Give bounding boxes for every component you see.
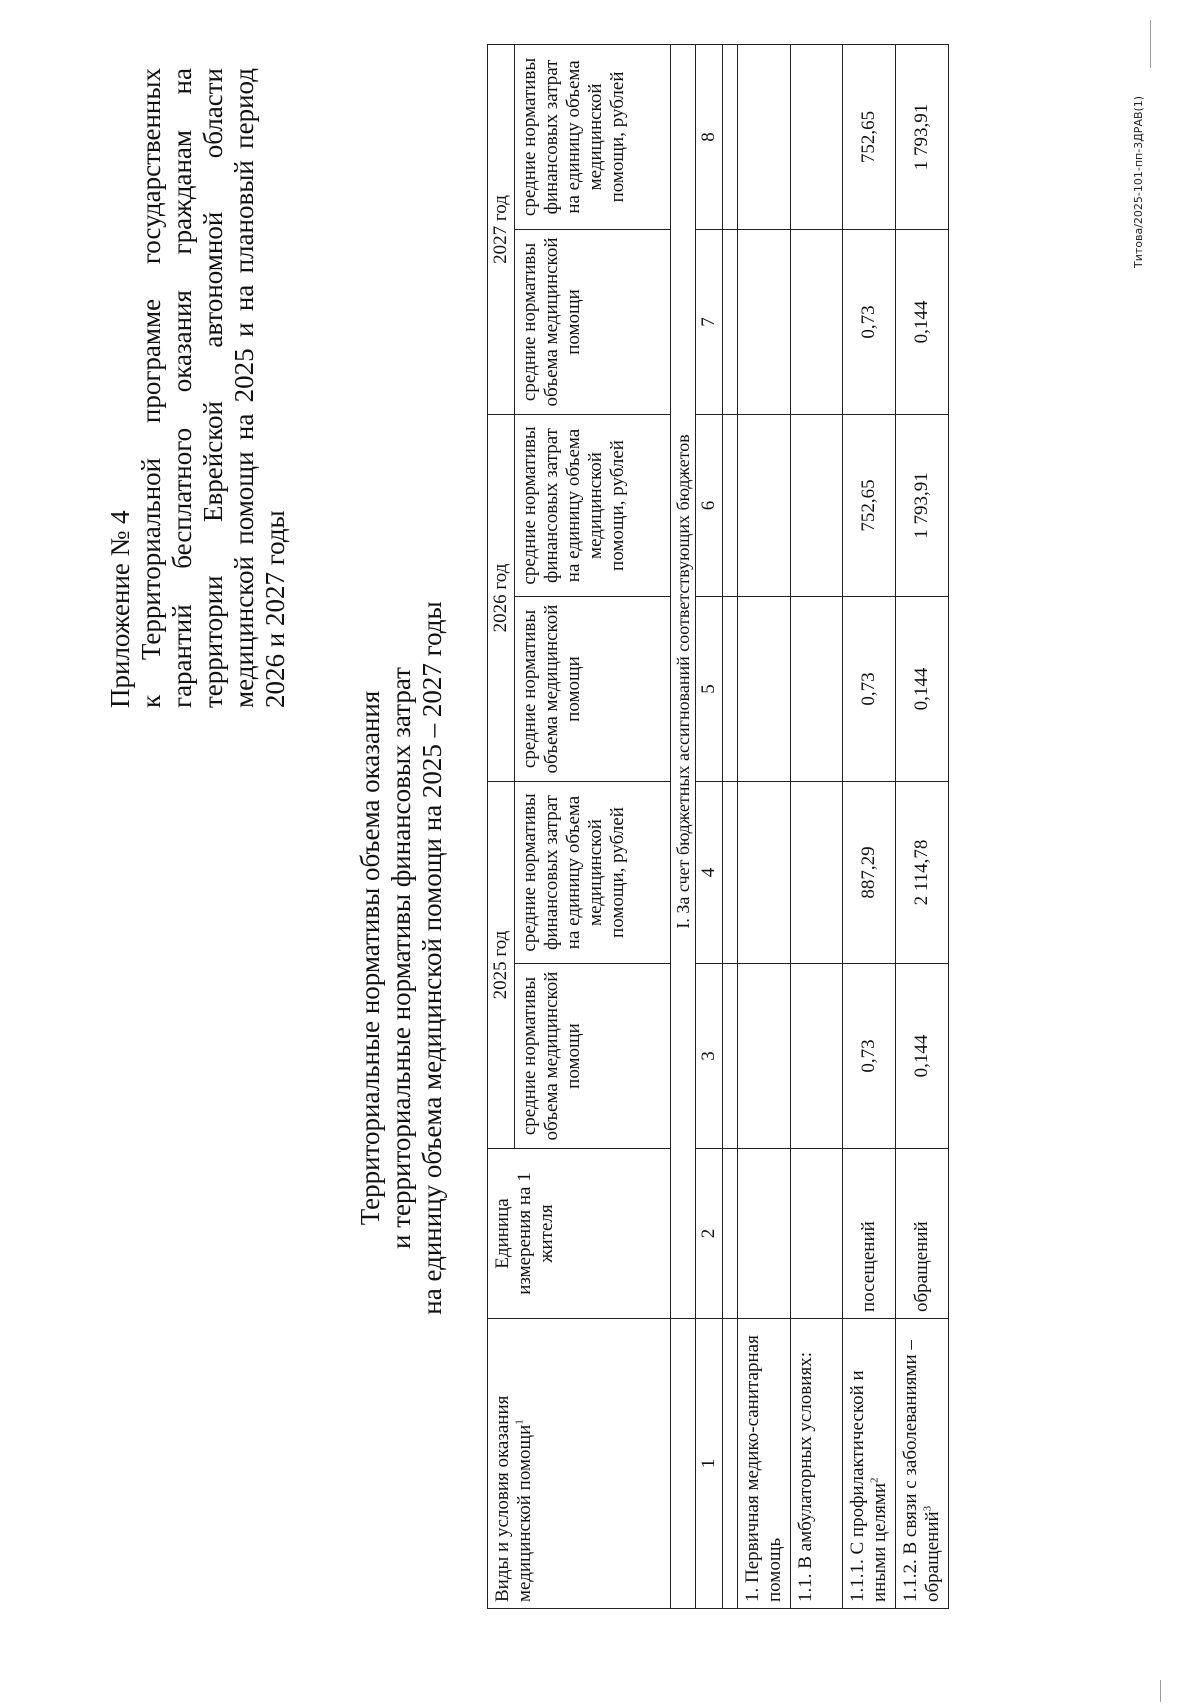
volume-header-2025: средние нормативы объема медицинской помощи [515,964,671,1149]
volume-2027 [738,229,791,414]
volume-2027 [791,229,843,414]
row-name: 1.1. В амбулаторных условиях: [791,1319,843,1609]
col1-header: Виды и условия оказания медицинской помощи$^1$ [488,1319,671,1609]
volume-2027: 0,144 [896,229,949,414]
volume-2026 [791,596,843,781]
volume-header-2026: средние нормативы объема медицинской помощи [515,596,671,781]
year-2027-header: 2027 год [488,44,515,414]
appendix-block [105,68,291,708]
document-title [355,368,448,1548]
col-number: 5 [696,596,723,781]
cost-2027: 752,65 [843,44,896,229]
cost-2026 [738,414,791,596]
cost-2026: 1 793,91 [896,414,949,596]
row-unit: обращений [896,1149,949,1319]
col-number: 1 [696,1319,723,1609]
scan-mark [1150,20,1151,68]
cost-2026 [791,414,843,596]
cost-header-2025: средние нормативы финансовых затрат на единицу объема медицинской помощи, рублей [515,781,671,963]
title-line-2: и территориальные нормативы финансовых затрат [386,667,416,1249]
volume-2025: 0,73 [843,964,896,1149]
scan-mark [1160,1680,1161,1702]
row-name: 1.1.1. С профилактической и иными целями$^2$ [843,1319,896,1609]
table-row [738,44,791,1608]
cost-2025 [738,781,791,963]
col-number: 2 [696,1149,723,1319]
col2-header: Единица измерения на 1 жителя [488,1149,671,1319]
column-numbers-row [696,44,723,1608]
col-number: 3 [696,964,723,1149]
cost-2025: 887,29 [843,781,896,963]
cost-2025: 2 114,78 [896,781,949,963]
cost-2026: 752,65 [843,414,896,596]
volume-2027: 0,73 [843,229,896,414]
col-number: 7 [696,229,723,414]
col-number: 6 [696,414,723,596]
row-name: 1.1.2. В связи с заболеваниями – обращений$^3$ [896,1319,949,1609]
table-row [791,44,843,1608]
volume-2026 [738,596,791,781]
cost-2027 [738,44,791,229]
volume-2026: 0,144 [896,596,949,781]
col-number: 4 [696,781,723,963]
cost-2027 [791,44,843,229]
table-row [843,44,896,1608]
year-2025-header: 2025 год [488,781,515,1148]
norms-table [487,44,949,1609]
cost-2027: 1 793,91 [896,44,949,229]
volume-2025: 0,144 [896,964,949,1149]
title-line-1: Территориальные нормативы объема оказания [355,690,385,1226]
volume-2026: 0,73 [843,596,896,781]
col-number: 8 [696,44,723,229]
section-label: I. За счет бюджетных ассигнований соответствующих бюджетов [671,44,696,1318]
document-code: Титова/2025-101-пп-3ДРАВ(1) [1132,95,1145,268]
cost-header-2027: средние нормативы финансовых затрат на единицу объема медицинской помощи, рублей [515,44,671,229]
row-unit [791,1149,843,1319]
row-name: 1. Первичная медико-санитарная помощь [738,1319,791,1609]
table-row [896,44,949,1608]
title-line-3: на единицу объема медицинской помощи на 2025 – 2027 годы [417,601,447,1315]
header-row-1 [488,44,515,1608]
year-2026-header: 2026 год [488,414,515,781]
appendix-title: Приложение № 4 [105,510,135,708]
appendix-text: к Территориальной программе государственных гарантий бесплатного оказания гражданам на территории Еврейской автономной области медицинской помощи на 2025 и на плановый период 2026 и 2027 годы [136,68,290,708]
row-unit [738,1149,791,1319]
volume-header-2027: средние нормативы объема медицинской помощи [515,229,671,414]
spacer-row [723,44,738,1608]
cost-header-2026: средние нормативы финансовых затрат на единицу объема медицинской помощи, рублей [515,414,671,596]
section-row [671,44,696,1608]
row-unit: посещений [843,1149,896,1319]
volume-2025 [791,964,843,1149]
volume-2025 [738,964,791,1149]
cost-2025 [791,781,843,963]
